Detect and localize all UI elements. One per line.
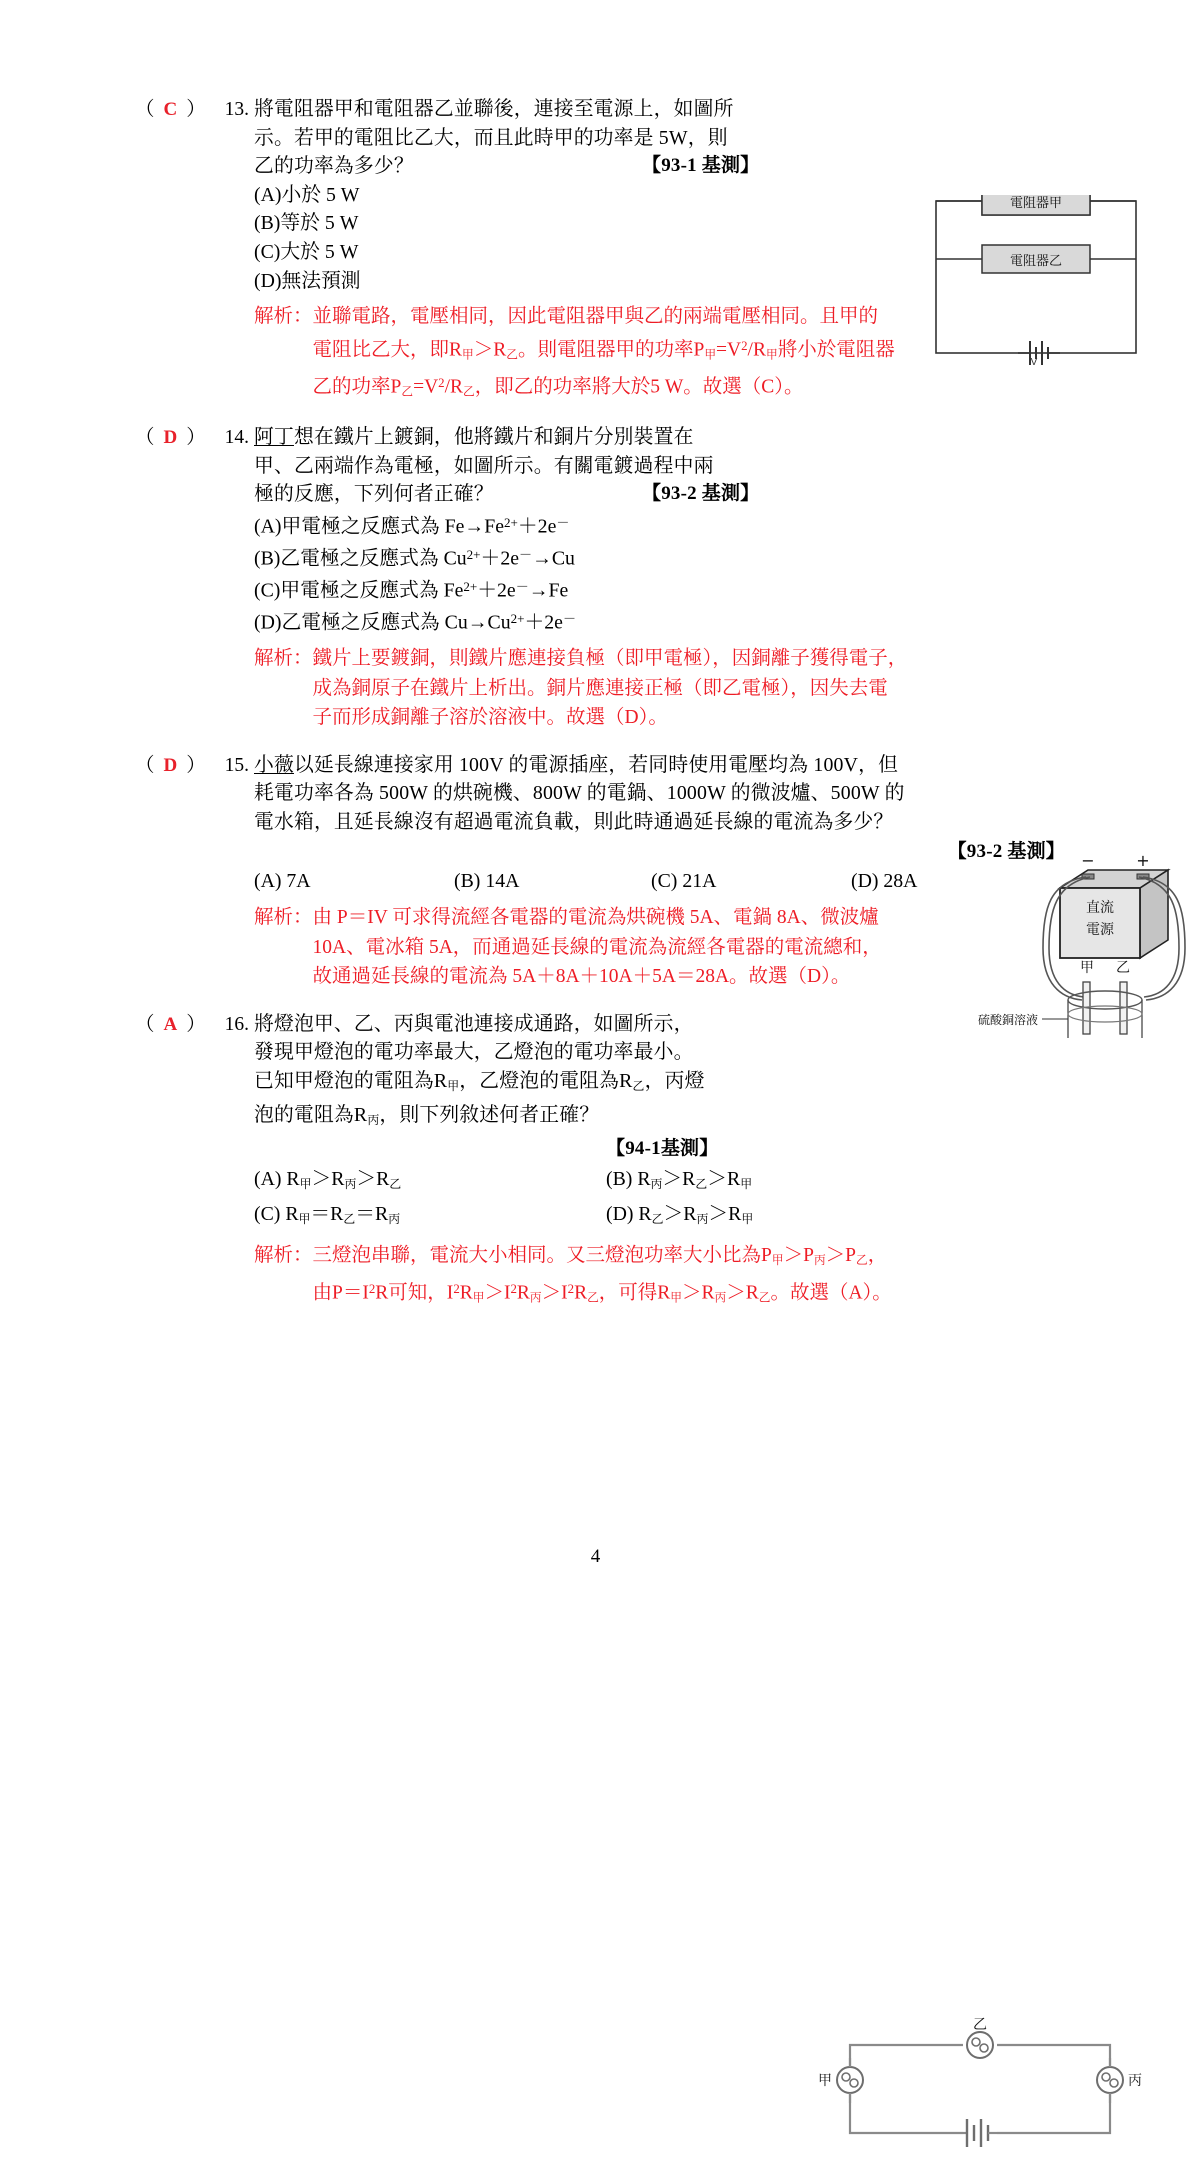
question-15-line-2: 耗電功率各為 500W 的烘碗機、800W 的電鍋、1000W 的微波爐、500W 的 bbox=[254, 782, 905, 805]
question-13-source: 【93-1 基測】 bbox=[642, 155, 760, 177]
question-15-option-c: (C) 21A bbox=[651, 870, 717, 893]
question-13-option-c: (C)大於 5 W bbox=[254, 240, 359, 263]
question-13-option-a: (A)小於 5 W bbox=[254, 183, 360, 206]
answer-bracket-14: （ D ） bbox=[135, 427, 206, 449]
question-15-option-a: (A) 7A bbox=[254, 870, 311, 893]
answer-bracket-15: （ D ） bbox=[135, 754, 206, 776]
question-16-option-c: (C) R甲＝R乙＝R丙 bbox=[254, 1202, 401, 1226]
power-supply-label-2: 電源 bbox=[1086, 922, 1114, 939]
solution-15-line-1: 由 P＝IV 可求得流經各電器的電流為烘碗機 5A、電鍋 8A、微波爐 bbox=[312, 907, 879, 929]
answer-letter-13: C bbox=[163, 99, 178, 120]
solution-label-16: 解析： bbox=[254, 1244, 313, 1266]
question-16-line-2: 發現甲燈泡的電功率最大，乙燈泡的電功率最小。 bbox=[254, 1041, 694, 1064]
question-14-option-b: (B)乙電極之反應式為 $Cu^{2+}+2e^-\to Cu$ bbox=[254, 547, 575, 570]
question-15-solution bbox=[254, 903, 1071, 992]
question-14-line-2: 甲、乙兩端作為電極，如圖所示。有關電鍍過程中兩 bbox=[254, 454, 714, 477]
solution-13-line-2: 電阻比乙大，即R甲＞R乙。則電阻器甲的功率P甲$=V^2/R$甲將小於電阻器 bbox=[312, 338, 895, 361]
question-14-option-a: (A)甲電極之反應式為 $Fe\to Fe^{2+}+2e^-$ bbox=[254, 515, 570, 538]
question-15-line-1: 小薇以延長線連接家用 100V 的電源插座，若同時使用電壓均為 100V，但 bbox=[254, 753, 899, 776]
solution-14-line-3: 子而形成銅離子溶於溶液中。故選（D）。 bbox=[312, 707, 668, 729]
question-16-option-d: (D) R乙＞R丙＞R甲 bbox=[606, 1202, 754, 1226]
question-16-line-4: 泡的電阻為R丙，則下列敘述何者正確？ bbox=[254, 1103, 600, 1127]
solution-16-line-1: 三燈泡串聯，電流大小相同。又三燈泡功率大小比為P甲＞P丙＞P乙， bbox=[312, 1244, 888, 1267]
figure-series-bulb-circuit bbox=[815, 2015, 1145, 2160]
question-16-source: 【94-1基測】 bbox=[606, 1138, 719, 1160]
question-16-line-3: 已知甲燈泡的電阻為R甲，乙燈泡的電阻為R乙，丙燈 bbox=[254, 1069, 705, 1093]
figure-13-label-bottom: 電阻器乙 bbox=[1009, 254, 1063, 269]
question-16-line-1: 將燈泡甲、乙、丙與電池連接成通路，如圖所示， bbox=[254, 1012, 694, 1035]
question-14-solution bbox=[254, 644, 1071, 733]
solution-16-line-2: 由$P=I^2R$可知，$I^2R$甲$>I^2R$丙$>I^2R$乙，可得R甲＞R丙＞R乙。故選（A）。 bbox=[312, 1282, 892, 1305]
solution-label-15: 解析： bbox=[254, 907, 313, 929]
page-number: 4 bbox=[590, 1546, 601, 1567]
power-supply-label-1: 直流 bbox=[1086, 900, 1114, 917]
question-15-option-b: (B) 14A bbox=[454, 870, 520, 893]
question-13-line-2: 示。若甲的電阻比乙大，而且此時甲的功率是 5W，則 bbox=[254, 126, 728, 149]
bulb-label-left: 甲 bbox=[818, 2072, 832, 2089]
solution-15-line-3: 故通過延長線的電流為 5A＋8A＋10A＋5A＝28A。故選（D）。 bbox=[312, 966, 851, 988]
solution-label-13: 解析： bbox=[254, 306, 313, 328]
solution-14-line-1: 鐵片上要鍍銅，則鐵片應連接負極（即甲電極），因銅離子獲得電子， bbox=[312, 648, 908, 670]
question-16-options-row-1 bbox=[254, 1164, 1071, 1199]
question-15-option-d: (D) 28A bbox=[851, 870, 918, 893]
question-16-option-a: (A) R甲＞R丙＞R乙 bbox=[254, 1167, 402, 1191]
question-16-solution bbox=[254, 1241, 1071, 1313]
electrode-right-label: 乙 bbox=[1116, 960, 1130, 977]
battery-label: V bbox=[1030, 357, 1038, 365]
question-13-option-d: (D)無法預測 bbox=[254, 269, 361, 292]
question-15-line-3: 電水箱，且延長線沒有超過電流負載，則此時通過延長線的電流為多少？ bbox=[254, 811, 894, 834]
question-14-option-c: (C)甲電極之反應式為 $Fe^{2+}+2e^-\to Fe$ bbox=[254, 579, 569, 602]
question-13-option-b: (B)等於 5 W bbox=[254, 212, 359, 235]
question-14-source: 【93-2 基測】 bbox=[642, 483, 760, 505]
question-number-16: 16. bbox=[224, 1013, 249, 1035]
question-16-option-b: (B) R丙＞R乙＞R甲 bbox=[606, 1167, 753, 1191]
solution-label-14: 解析： bbox=[254, 648, 313, 670]
question-number-14: 14. bbox=[224, 427, 249, 449]
question-14-line-1: 阿丁想在鐵片上鍍銅，他將鐵片和銅片分別裝置在 bbox=[254, 426, 694, 449]
question-number-13: 13. bbox=[224, 99, 249, 120]
figure-parallel-resistor-circuit bbox=[930, 195, 1145, 365]
bulb-label-right: 丙 bbox=[1128, 2072, 1142, 2089]
electrode-left-label: 甲 bbox=[1080, 960, 1094, 977]
solution-14-line-2: 成為銅原子在鐵片上析出。銅片應連接正極（即乙電極），因失去電 bbox=[312, 677, 888, 699]
bulb-label-top: 乙 bbox=[973, 2016, 987, 2033]
solution-15-line-2: 10A、電冰箱 5A，而通過延長線的電流為流經各電器的電流總和， bbox=[312, 936, 882, 958]
question-15 bbox=[135, 751, 1071, 992]
terminal-positive-label: + bbox=[1136, 851, 1150, 871]
question-13-line-3: 乙的功率為多少？ bbox=[254, 155, 414, 178]
question-14-option-d: (D)乙電極之反應式為 $Cu\to Cu^{2+}+2e^-$ bbox=[254, 611, 577, 634]
answer-letter-16: A bbox=[163, 1013, 178, 1035]
question-number-15: 15. bbox=[224, 754, 249, 776]
answer-bracket-16: （ A ） bbox=[135, 1013, 206, 1035]
terminal-negative-label: − bbox=[1081, 851, 1095, 871]
solution-label-text: 硫酸銅溶液 bbox=[977, 1013, 1038, 1028]
question-16-options-row-2 bbox=[254, 1199, 1071, 1234]
solution-13-line-1: 並聯電路，電壓相同，因此電阻器甲與乙的兩端電壓相同。且甲的 bbox=[312, 306, 879, 328]
question-16 bbox=[135, 1010, 1142, 2089]
solution-13-line-3: 乙的功率P乙$=V^2/R$乙，即乙的功率將大於5 W。故選（C）。 bbox=[312, 376, 804, 399]
question-13 bbox=[135, 95, 1071, 407]
question-14-line-3: 極的反應，下列何者正確？ bbox=[254, 483, 494, 506]
answer-bracket-13: （ C ） bbox=[135, 99, 206, 120]
question-13-line-1: 將電阻器甲和電阻器乙並聯後，連接至電源上，如圖所 bbox=[254, 98, 734, 120]
figure-13-label-top: 電阻器甲 bbox=[1009, 196, 1063, 211]
answer-letter-14: D bbox=[163, 427, 178, 449]
answer-letter-15: D bbox=[163, 754, 178, 776]
question-15-options bbox=[254, 866, 1071, 896]
question-15-source: 【93-2 基測】 bbox=[947, 840, 1065, 862]
